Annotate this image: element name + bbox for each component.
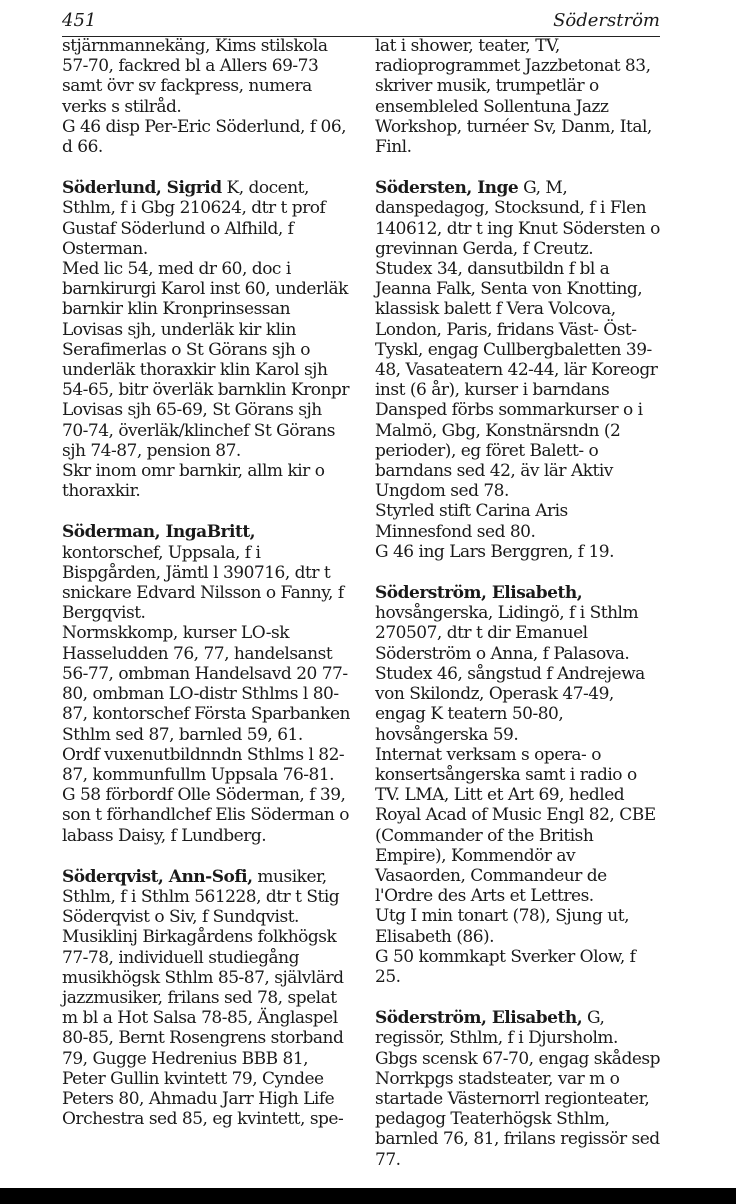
entry [375, 1008, 665, 1170]
entry-text: Skr inom omr barnkir, allm kir o thoraxkir. [62, 461, 325, 502]
entry-title: K, docent, Sthlm, f i Gbg 210624, dtr t prof Gustaf Söderlund o Alfhild, f Osterman. [62, 178, 326, 259]
entry-paragraph [375, 36, 665, 157]
page-header [62, 6, 660, 37]
entry-title: musiker, Sthlm, f i Sthlm 561228, dtr t Stig Söderqvist o Siv, f Sundqvist. [62, 866, 340, 928]
entry-text: Studex 34, dansutbildn f bl a Jeanna Falk, Senta von Knotting, klassisk balett f Vera Volcova, London, Paris, fridans Väst- Öst-Tyskl, engag Cullbergbaletten 39-48, Vasateatern 42-44, lär Koreogr inst (6 år), kurser i barndans Dansped förbs sommarkurser o i Malmö, Gbg, Konstnärsndn (2 perioder), eg föret Balett- o barndans sed 42, äv lär Aktiv Ungdom sed 78. [375, 259, 658, 502]
entry-text: G 46 disp Per-Eric Söderlund, f 06, d 66. [62, 116, 347, 158]
entry-name: Söderlund, Sigrid [62, 178, 222, 199]
entry [375, 178, 665, 562]
entry-title: G, M, danspedagog, Stocksund, f i Flen 140612, dtr t ing Knut Södersten o grevinnan Gerda, f Creutz. [375, 178, 660, 259]
scan-edge-bar [0, 1188, 736, 1204]
entry-paragraph [62, 117, 352, 157]
entry-paragraph [375, 178, 665, 501]
entry-paragraph [375, 542, 665, 562]
entry-paragraph [375, 906, 665, 946]
running-head: Söderström [553, 10, 660, 31]
entry-paragraph [375, 501, 665, 541]
entry-name: Södersten, Inge [375, 178, 519, 199]
entry-text: stjärnmannekäng, Kims stilskola 57-70, fackred bl a Allers 69-73 samt övr sv fackpress, numera verks s stilråd. [62, 36, 328, 117]
entry-paragraph [62, 36, 352, 117]
entry-name: Söderman, IngaBritt, [62, 522, 256, 543]
entry-text: G 58 förbordf Olle Söderman, f 39, son t förhandlchef Elis Söderman o labass Daisy, f Lundberg. [62, 785, 349, 846]
entry-paragraph [62, 785, 352, 846]
entry-title: kontorschef, Uppsala, f i Bispgården, Jämtl l 390716, dtr t snickare Edvard Nilsson o Fanny, f Bergqvist. [62, 542, 344, 624]
entry-text: Utg I min tonart (78), Sjung ut, Elisabeth (86). [375, 906, 629, 947]
entry-name: Söderström, Elisabeth, [375, 1008, 583, 1029]
entry-paragraph [62, 461, 352, 501]
entry-text: Internat verksam s opera- o konsertsångerska samt i radio o TV. LMA, Litt et Art 69, hedled Royal Acad of Music Engl 82, CBE (Commander of the British Empire), Kommendör av Vasaorden, Commandeur de l'Ordre des Arts et Lettres. [375, 744, 656, 907]
entry-paragraph [375, 1008, 665, 1170]
entry-text: Musiklinj Birkagårdens folkhögsk 77-78, individuell studiegång musikhögsk Sthlm 85-87, självlärd jazzmusiker, frilans sed 78, spelat m bl a Hot Salsa 78-85, Änglaspel 80-85, Bernt Rosengrens storband 79, Gugge Hedrenius BBB 81, Peter Gullin kvintett 79, Cyndee Peters 80, Ahmadu Jarr High Life Orchestra sed 85, eg kvintett, spe- [62, 927, 344, 1130]
entry-paragraph [375, 583, 665, 745]
entry-title: hovsångerska, Lidingö, f i Sthlm 270507, dtr t dir Emanuel Söderström o Anna, f Palasova. [375, 603, 639, 664]
entry [62, 178, 352, 501]
entry [62, 522, 352, 845]
entry-paragraph [375, 947, 665, 987]
page-number: 451 [62, 10, 97, 31]
entry-text: Styrled stift Carina Aris Minnesfond sed 80. [375, 501, 568, 542]
left-column [62, 36, 352, 1150]
entry-text: Ordf vuxenutbildnndn Sthlms l 82-87, kommunfullm Uppsala 76-81. [62, 744, 345, 785]
entry-text: Studex 46, sångstud f Andrejewa von Skilondz, Operask 47-49, engag K teatern 50-80, hovsångerska 59. [375, 663, 645, 745]
entry-paragraph [62, 522, 352, 744]
entry-text: Med lic 54, med dr 60, doc i barnkirurgi Karol inst 60, underläk barnkir klin Kronprinsessan Lovisas sjh, underläk kir klin Serafimerlas o St Görans sjh o underläk thoraxkir klin Karol sjh 54-65, bitr överläk barnklin Kronpr Lovisas sjh 65-69, St Görans sjh 70-74, överläk/klinchef St Görans sjh 74-87, pension 87. [62, 259, 349, 461]
entry-text: G 50 kommkapt Sverker Olow, f 25. [375, 946, 636, 987]
right-column [375, 36, 665, 1191]
entry-text: G 46 ing Lars Berggren, f 19. [375, 541, 614, 562]
entry-paragraph [62, 745, 352, 785]
entry-name: Söderström, Elisabeth, [375, 583, 583, 604]
entry [375, 36, 665, 157]
entry [375, 583, 665, 987]
entry-text: lat i shower, teater, TV, radioprogrammet Jazzbetonat 83, skriver musik, trumpetlär o ensembleled Sollentuna Jazz Workshop, turnéer Sv, Danm, Ital, Finl. [375, 36, 652, 158]
entry-text: Normskkomp, kurser LO-sk Hasseludden 76, 77, handelsanst 56-77, ombman Handelsavd 20 77-80, ombman LO-distr Sthlms l 80-87, kontorschef Första Sparbanken Sthlm sed 87, barnled 59, 61. [62, 623, 350, 745]
entry [62, 867, 352, 1130]
entry-paragraph [375, 745, 665, 907]
entry-paragraph [62, 178, 352, 461]
entry-paragraph [62, 867, 352, 1130]
entry-name: Söderqvist, Ann-Sofi, [62, 866, 253, 887]
entry [62, 36, 352, 157]
entry-title: G, regissör, Sthlm, f i Djursholm. [375, 1008, 618, 1049]
entry-text: Gbgs scensk 67-70, engag skådesp Norrkpgs stadsteater, var m o startade Västernorrl regionteater, pedagog Teaterhögsk Sthlm, barnled 76, 81, frilans regissör sed 77. [375, 1048, 660, 1170]
